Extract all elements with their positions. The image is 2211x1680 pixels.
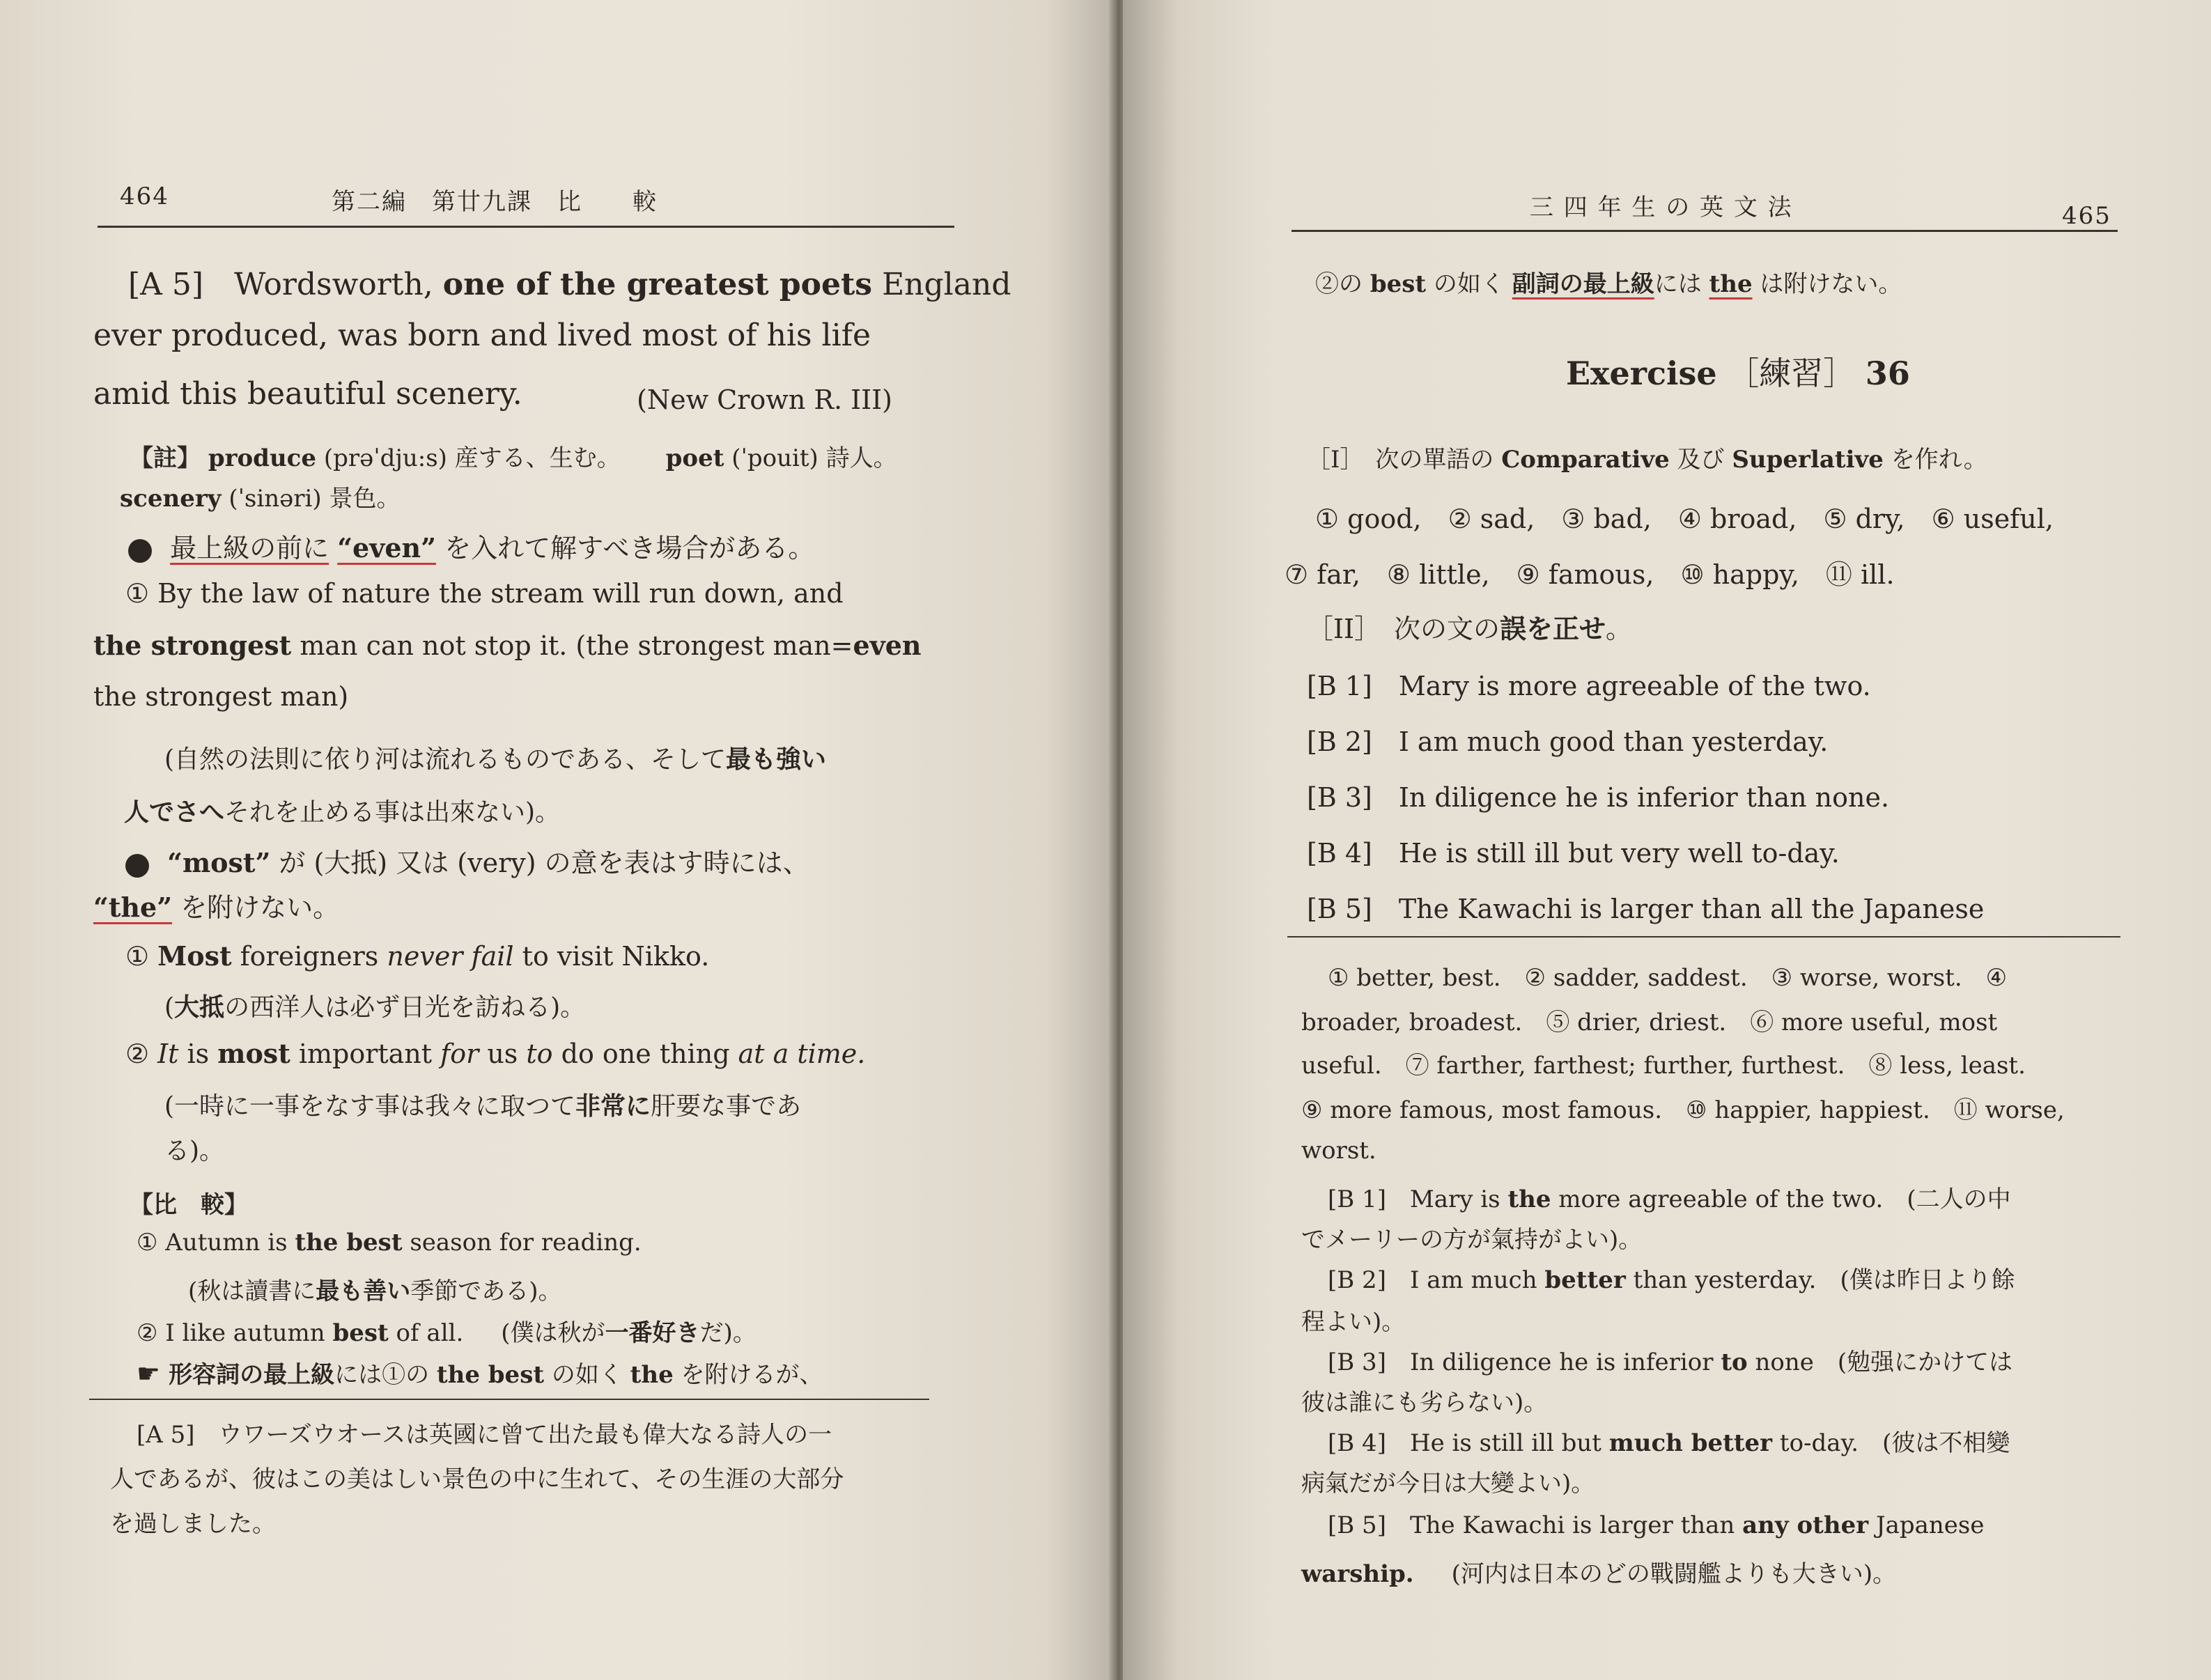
text: ②の <box>1315 270 1363 298</box>
text: の如く <box>1433 270 1505 298</box>
text: ( <box>164 993 175 1022</box>
text: important <box>290 1039 441 1069</box>
most-rule <box>125 841 809 880</box>
note-word: produce <box>208 444 317 472</box>
most-text: を附けない。 <box>180 892 340 923</box>
italic: at a time. <box>738 1039 866 1069</box>
q2-b1: [B 1] Mary is more agreeable of the two. <box>1307 671 1871 701</box>
answer-b1 <box>1328 1180 2011 1214</box>
answer-b2-trans: 程よい)。 <box>1301 1308 1406 1336</box>
note-pron: (prəˈdju:s) 産する、生む。 <box>323 444 621 472</box>
text: には <box>1654 270 1702 298</box>
bold: the best <box>436 1361 545 1389</box>
text: us <box>479 1039 527 1069</box>
text: [B 5] The Kawachi is larger than <box>1328 1511 1743 1539</box>
answer-b4 <box>1328 1424 2010 1458</box>
note-line2 <box>120 479 400 513</box>
answer-b5 <box>1328 1506 1984 1540</box>
section-bullet-icon <box>125 854 149 878</box>
page-number: 464 <box>120 182 169 210</box>
text: none (勉强にかけては <box>1747 1348 2013 1376</box>
bold: to <box>1721 1348 1748 1376</box>
answers-rule <box>1287 936 2120 938</box>
note-label: 【註】 <box>130 444 201 472</box>
text: Japanese <box>1868 1511 1985 1539</box>
running-head: 第二編 第廿九課 比 較 <box>332 188 658 216</box>
text: 季節である)。 <box>410 1277 562 1305</box>
text: だ)。 <box>699 1319 757 1347</box>
ex1-text: man can not stop it. (the strongest man= <box>300 630 853 661</box>
answers-line1: ① better, best. ② sadder, saddest. ③ worse, worst. ④ <box>1328 964 2008 992</box>
note-pron: (ˈpouit) 詩人。 <box>731 444 897 472</box>
text: を附けるが、 <box>681 1361 823 1389</box>
text: ② <box>125 1039 158 1069</box>
note-word: poet <box>665 444 724 472</box>
q1-words1: ① good, ② sad, ③ bad, ④ broad, ⑤ dry, ⑥ useful, <box>1315 504 2054 534</box>
bold: 最も善い <box>316 1277 411 1305</box>
text: [B 3] In diligence he is inferior <box>1328 1348 1721 1376</box>
text: (秋は讀書に <box>188 1277 316 1305</box>
bold: any other <box>1742 1511 1869 1539</box>
a5-line3: amid this beautiful scenery. <box>93 376 522 412</box>
most-keyword: “the” <box>93 892 173 923</box>
most-rule-cont <box>93 886 339 924</box>
text: (一時に一事をなす事は我々に取つて <box>164 1092 576 1121</box>
text: は附けない。 <box>1760 270 1902 298</box>
trans-bold: 最も強い <box>726 745 827 774</box>
text: is <box>178 1039 218 1069</box>
exercise-title: Exercise <box>1566 355 1717 392</box>
compare-1 <box>137 1229 642 1257</box>
a5-line1 <box>128 259 1011 304</box>
a5-source: (New Crown R. III) <box>637 384 892 415</box>
compare-label: 【比 較】 <box>130 1191 248 1219</box>
header-rule <box>98 226 954 228</box>
answers-line3: useful. ⑦ farther, farthest; further, furthest. ⑧ less, least. <box>1301 1052 2026 1080</box>
a5-text: England <box>882 267 1011 302</box>
q2-b5: [B 5] The Kawachi is larger than all the Japanese <box>1307 894 1985 924</box>
text: more agreeable of the two. (二人の中 <box>1551 1185 2011 1213</box>
bold: 形容詞の最上級 <box>169 1361 335 1389</box>
even-text: 最上級の前に <box>170 533 329 563</box>
text: of all. <box>388 1319 464 1347</box>
italic: It <box>157 1039 179 1069</box>
text: [B 1] Mary is <box>1328 1185 1508 1213</box>
text: season for reading. <box>402 1229 642 1257</box>
pointing-hand-icon: ☛ <box>137 1358 161 1389</box>
trans-bold: 人でさへ <box>124 798 225 827</box>
compare-1-trans <box>188 1272 562 1306</box>
a5-bold: one of the greatest poets <box>442 267 873 302</box>
adj-superlative-note <box>137 1355 823 1390</box>
answer-b1-trans: でメーリーの方が氣持がよい)。 <box>1301 1226 1643 1254</box>
q2-instruction <box>1307 607 1632 646</box>
ex1-line2 <box>93 630 922 661</box>
italic: to <box>526 1039 553 1069</box>
text: 肝要な事であ <box>651 1092 802 1121</box>
text: ［II］ 次の文の <box>1307 614 1500 644</box>
even-rule <box>128 527 814 565</box>
bold: 誤を正せ <box>1500 613 1606 644</box>
most-ex2-trans1 <box>164 1087 801 1122</box>
bold: the <box>630 1361 674 1389</box>
note-pron: (ˈsinəri) 景色。 <box>228 485 401 513</box>
bold: 一番好き <box>605 1319 700 1347</box>
footnote-line1: [A 5] ウワーズウオースは英國に曾て出た最も偉大なる詩人の一 <box>137 1421 832 1449</box>
a5-line2: ever produced, was born and lived most of his life <box>93 318 871 353</box>
answer-b3 <box>1328 1343 2012 1377</box>
header-rule <box>1291 230 2118 232</box>
bold: Comparative <box>1501 446 1670 474</box>
bold: best <box>332 1319 389 1347</box>
ex1-bold: even <box>853 630 922 661</box>
answer-b5-cont <box>1301 1555 1896 1589</box>
exercise-subtitle: ［練習］ <box>1727 355 1856 392</box>
text: ① Autumn is <box>137 1229 295 1257</box>
even-text: を入れて解すべき場合がある。 <box>444 533 815 563</box>
section-bullet-icon <box>128 539 152 563</box>
text: の西洋人は必ず日光を訪ねる)。 <box>224 993 586 1022</box>
footnote-line3: を過しました。 <box>110 1510 276 1538</box>
note-word: scenery <box>120 485 222 513</box>
most-keyword: “most” <box>167 847 271 878</box>
q1-words2: ⑦ far, ⑧ little, ⑨ famous, ⑩ happy, ⑪ ill. <box>1285 559 1895 590</box>
bold: Most <box>157 940 232 972</box>
bold: the best <box>295 1229 403 1257</box>
bold: warship. <box>1301 1560 1414 1588</box>
exercise-heading <box>1566 348 1910 394</box>
text: [B 2] I am much <box>1328 1266 1545 1294</box>
italic: for <box>440 1039 479 1069</box>
running-head: 三 四 年 生 の 英 文 法 <box>1530 194 1793 221</box>
italic: never fail <box>387 941 514 972</box>
text: [B 4] He is still ill but <box>1328 1429 1609 1457</box>
ex1-bold: the strongest <box>93 630 292 661</box>
bold: much better <box>1608 1429 1773 1457</box>
text: ① <box>125 941 158 972</box>
bold: the <box>1709 270 1753 298</box>
bold: 大抵 <box>174 993 225 1022</box>
compare-2 <box>137 1314 757 1348</box>
ex1-line1: ① By the law of nature the stream will run down, and <box>125 578 844 609</box>
answers-line2: broader, broadest. ⑤ drier, driest. ⑥ more useful, most <box>1301 1009 1998 1036</box>
answer-b4-trans: 病氣だが今日は大變よい)。 <box>1301 1470 1595 1498</box>
most-ex1 <box>125 940 709 972</box>
text: 。 <box>1606 614 1633 644</box>
text: には①の <box>334 1361 430 1389</box>
text: foreigners <box>231 941 387 972</box>
adv-superlative-note <box>1315 265 1902 299</box>
answer-b2 <box>1328 1261 2015 1295</box>
even-keyword: “even” <box>337 532 436 563</box>
q2-b2: [B 2] I am much good than yesterday. <box>1307 726 1829 757</box>
most-ex2 <box>125 1038 865 1069</box>
exercise-number: 36 <box>1865 355 1910 392</box>
right-page <box>1123 0 2211 1680</box>
most-text: が (大抵) 又は (very) の意を表はす時には、 <box>279 848 809 878</box>
text: to-day. (彼は不相變 <box>1772 1429 2010 1457</box>
trans-text: (自然の法則に依り河は流れるものである、そして <box>164 745 727 774</box>
text: to visit Nikko. <box>513 941 710 972</box>
ex1-trans2 <box>124 793 560 828</box>
bold: 非常に <box>575 1091 651 1121</box>
note-line1 <box>130 439 897 473</box>
answer-b3-trans: 彼は誰にも劣らない)。 <box>1301 1389 1548 1417</box>
text: (僕は秋が <box>501 1319 605 1347</box>
text: than yesterday. (僕は昨日より餘 <box>1625 1266 2015 1294</box>
a5-label: [A 5] Wordsworth, <box>128 267 433 302</box>
text: (河内は日本のどの戰闘艦よりも大きい)。 <box>1451 1560 1897 1588</box>
text: do one thing <box>552 1039 738 1069</box>
bold: best <box>1370 270 1427 298</box>
most-ex1-trans <box>164 988 585 1023</box>
text: ② I like autumn <box>137 1319 333 1347</box>
most-ex2-trans2: る)。 <box>164 1137 225 1165</box>
text: 及び <box>1677 446 1725 474</box>
answers-line4: ⑨ more famous, most famous. ⑩ happier, happiest. ⑪ worse, <box>1301 1096 2065 1124</box>
footnote-line2: 人であるが、彼はこの美はしい景色の中に生れて、その生涯の大部分 <box>110 1465 844 1493</box>
ex1-trans1 <box>164 740 826 775</box>
bold: better <box>1544 1266 1626 1294</box>
footnote-rule <box>89 1399 929 1400</box>
text: の如く <box>551 1361 623 1389</box>
bold: most <box>217 1038 290 1069</box>
bold: 副詞の最上級 <box>1512 270 1654 298</box>
page-number: 465 <box>2062 202 2111 230</box>
trans-text: それを止める事は出來ない)。 <box>224 798 561 827</box>
ex1-line3: the strongest man) <box>93 681 349 712</box>
answers-line5: worst. <box>1301 1137 1376 1165</box>
text: を作れ。 <box>1891 446 1987 474</box>
text: ［I］ 次の單語の <box>1307 446 1494 474</box>
q2-b4: [B 4] He is still ill but very well to-day. <box>1307 838 1840 869</box>
q1-instruction <box>1307 440 1987 474</box>
bold: Superlative <box>1732 446 1884 474</box>
q2-b3: [B 3] In diligence he is inferior than none. <box>1307 782 1890 813</box>
bold: the <box>1507 1185 1551 1213</box>
